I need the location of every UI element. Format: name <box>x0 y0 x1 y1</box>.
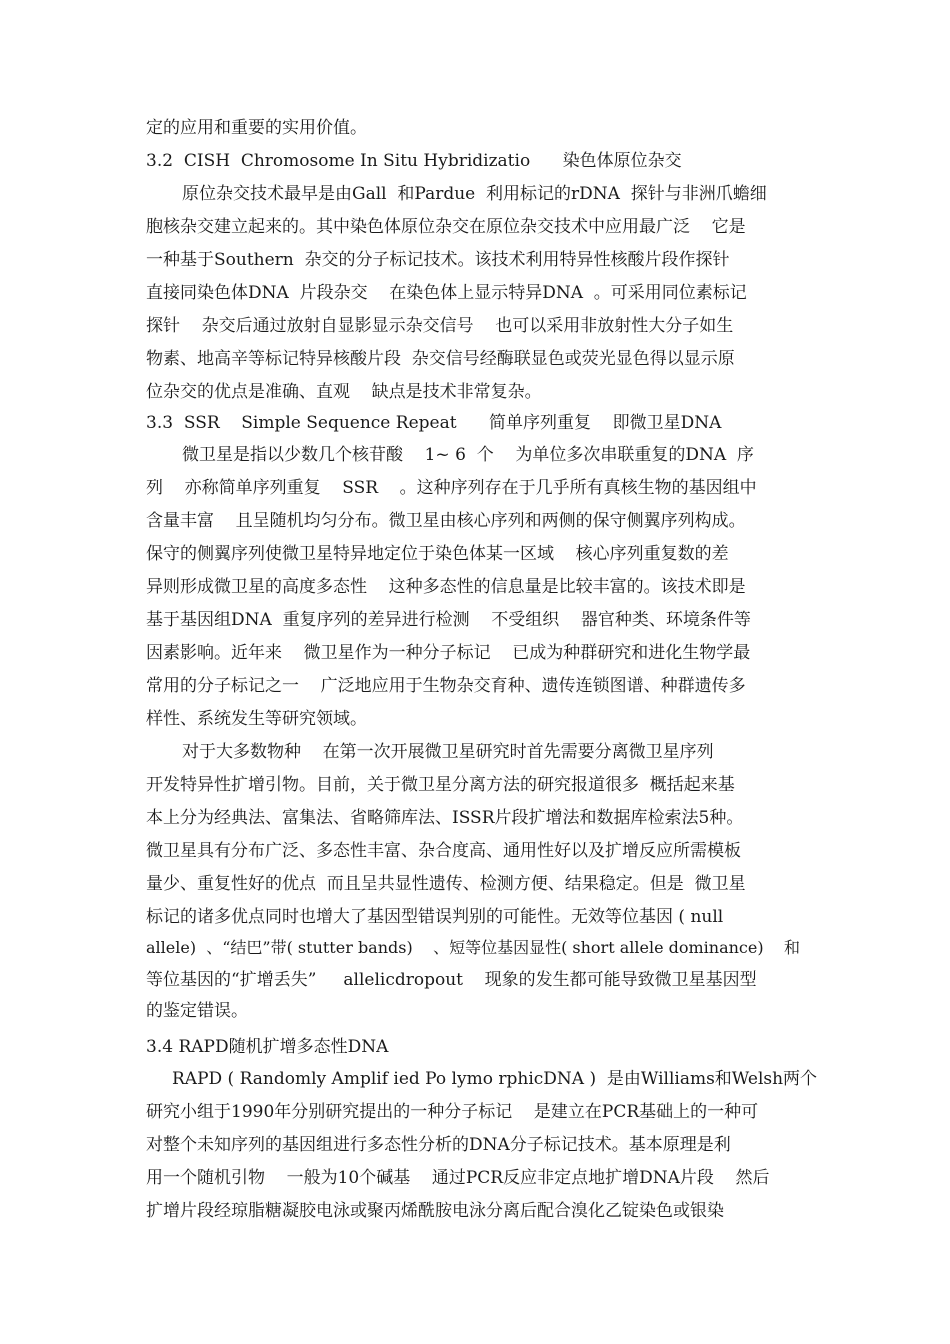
section-heading-3-2: 3.2 CISH Chromosome In Situ Hybridizatio 染色体原位杂交 <box>146 151 682 171</box>
text-line: 异则形成微卫星的高度多态性 这种多态性的信息量是比较丰富的。该技术即是 <box>146 577 746 597</box>
text-line: 含量丰富 且呈随机均匀分布。微卫星由核心序列和两侧的保守侧翼序列构成。 <box>146 511 746 531</box>
text-line: 本上分为经典法、富集法、省略筛库法、ISSR片段扩增法和数据库检索法5种。 <box>146 808 744 828</box>
text-line: 等位基因的“扩增丢失” allelicdropout 现象的发生都可能导致微卫星基因型 <box>146 970 757 990</box>
text-line: 对于大多数物种 在第一次开展微卫星研究时首先需要分离微卫星序列 <box>182 742 714 762</box>
text-line: 直接同染色体DNA 片段杂交 在染色体上显示特异DNA 。可采用同位素标记 <box>146 283 747 303</box>
text-line: 对整个未知序列的基因组进行多态性分析的DNA分子标记技术。基本原理是利 <box>146 1135 731 1155</box>
text-line: 原位杂交技术最早是由Gall 和Pardue 利用标记的rDNA 探针与非洲爪蟾细 <box>182 184 767 204</box>
section-heading-3-3: 3.3 SSR Simple Sequence Repeat 简单序列重复 即微卫星DNA <box>146 413 722 433</box>
text-line: 微卫星具有分布广泛、多态性丰富、杂合度高、通用性好以及扩增反应所需模板 <box>146 841 741 861</box>
text-line: 物素、地高辛等标记特异核酸片段 杂交信号经酶联显色或荧光显色得以显示原 <box>146 349 735 369</box>
text-line: 常用的分子标记之一 广泛地应用于生物杂交育种、遗传连锁图谱、种群遗传多 <box>146 676 746 696</box>
text-line: 定的应用和重要的实用价值。 <box>146 118 367 138</box>
text-line: 基于基因组DNA 重复序列的差异进行检测 不受组织 器官种类、环境条件等 <box>146 610 751 630</box>
text-line: 的鉴定错误。 <box>146 1001 248 1021</box>
text-line: allele) 、“结巴”带( stutter bands) 、短等位基因显性( short allele dominance) 和 <box>146 938 800 957</box>
text-line: 位杂交的优点是准确、直观 缺点是技术非常复杂。 <box>146 382 542 402</box>
text-line: 微卫星是指以少数几个核苷酸 1~ 6 个 为单位多次串联重复的DNA 序 <box>182 445 754 465</box>
section-heading-3-4: 3.4 RAPD随机扩增多态性DNA <box>146 1037 389 1057</box>
text-line: 胞核杂交建立起来的。其中染色体原位杂交在原位杂交技术中应用最广泛 它是 <box>146 217 746 237</box>
text-line: 开发特异性扩增引物。目前，关于微卫星分离方法的研究报道很多 概括起来基 <box>146 775 735 795</box>
text-line: 保守的侧翼序列使微卫星特异地定位于染色体某一区域 核心序列重复数的差 <box>146 544 729 564</box>
text-line: 样性、系统发生等研究领域。 <box>146 709 367 729</box>
text-line: 研究小组于1990年分别研究提出的一种分子标记 是建立在PCR基础上的一种可 <box>146 1102 759 1122</box>
text-line: 列 亦称简单序列重复 SSR 。这种序列存在于几乎所有真核生物的基因组中 <box>146 478 757 498</box>
text-line: 一种基于Southern 杂交的分子标记技术。该技术利用特异性核酸片段作探针 <box>146 250 730 270</box>
text-line: 因素影响。近年来 微卫星作为一种分子标记 已成为种群研究和进化生物学最 <box>146 643 751 663</box>
text-line: 探针 杂交后通过放射自显影显示杂交信号 也可以采用非放射性大分子如生 <box>146 316 734 336</box>
text-line: 扩增片段经琼脂糖凝胶电泳或聚丙烯酰胺电泳分离后配合溴化乙锭染色或银染 <box>146 1201 724 1221</box>
text-line: RAPD ( Randomly Amplif ied Po lymo rphicDNA ) 是由Williams和Welsh两个 <box>172 1069 818 1089</box>
text-line: 用一个随机引物 一般为10个碱基 通过PCR反应非定点地扩增DNA片段 然后 <box>146 1168 770 1188</box>
text-line: 量少、重复性好的优点 而且呈共显性遗传、检测方便、结果稳定。但是 微卫星 <box>146 874 746 894</box>
text-line: 标记的诸多优点同时也增大了基因型错误判别的可能性。无效等位基因 ( null <box>146 907 724 927</box>
